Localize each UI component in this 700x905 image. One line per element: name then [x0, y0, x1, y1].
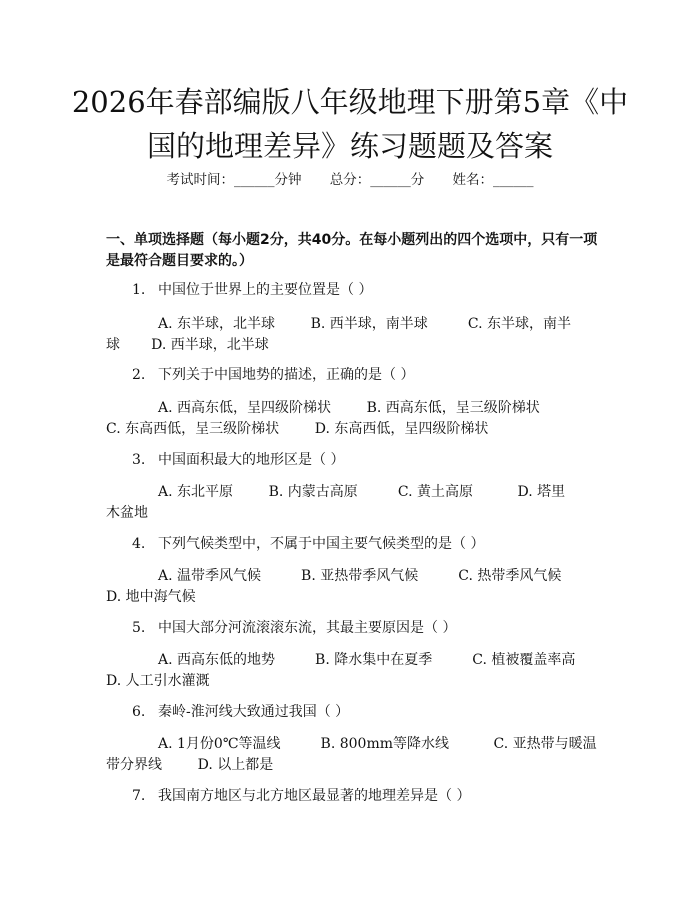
question-number: 3. — [132, 452, 146, 468]
question-text: 中国大部分河流滚滚东流，其最主要原因是（ ） — [158, 620, 457, 636]
question-text: 我国南方地区与北方地区最显著的地理差异是（ ） — [158, 788, 471, 804]
question-4 — [106, 534, 606, 554]
question-number: 7. — [132, 788, 146, 804]
options-line: A. 温带季风气候 B. 亚热带季风气候 C. 热带季风气候 — [158, 568, 562, 584]
total-score: 总分：______分 — [329, 172, 425, 188]
exam-meta — [0, 168, 700, 188]
options-line: A. 东半球，北半球 B. 西半球，南半球 C. 东半球，南半 — [158, 316, 571, 332]
question-text: 中国面积最大的地形区是（ ） — [158, 452, 345, 468]
question-2-options — [106, 398, 592, 440]
student-name: 姓名：______ — [452, 172, 534, 188]
question-number: 2. — [132, 367, 146, 383]
question-number: 6. — [132, 704, 146, 720]
question-6-options — [106, 734, 597, 776]
question-number: 4. — [132, 536, 146, 552]
exam-time: 考试时间：______分钟 — [166, 172, 302, 188]
options-line: A. 1月份0℃等温线 B. 800mm等降水线 C. 亚热带与暖温 — [158, 736, 597, 752]
question-3-options — [106, 482, 592, 524]
question-text: 下列气候类型中，不属于中国主要气候类型的是（ ） — [158, 536, 485, 552]
options-line: 木盆地 — [106, 505, 148, 521]
options-line: 带分界线 D. 以上都是 — [106, 757, 274, 773]
question-number: 5. — [132, 620, 146, 636]
question-6 — [106, 702, 606, 722]
options-line: D. 地中海气候 — [106, 589, 196, 605]
question-2 — [106, 365, 606, 385]
options-line: A. 东北平原 B. 内蒙古高原 C. 黄土高原 D. 塔里 — [158, 484, 566, 500]
section-heading: 一、单项选择题（每小题2分，共40分。在每小题列出的四个选项中，只有一项是最符合题目要求的。） — [106, 232, 598, 269]
question-3 — [106, 450, 606, 470]
question-5-options — [106, 650, 592, 692]
question-1 — [106, 280, 606, 300]
question-text: 下列关于中国地势的描述，正确的是（ ） — [158, 367, 415, 383]
question-text: 中国位于世界上的主要位置是（ ） — [158, 282, 373, 298]
page-title: 2026年春部编版八年级地理下册第5章《中国的地理差异》练习题题及答案 — [71, 85, 629, 163]
options-line: A. 西高东低，呈四级阶梯状 B. 西高东低，呈三级阶梯状 — [158, 400, 540, 416]
question-5 — [106, 618, 606, 638]
question-number: 1. — [132, 282, 146, 298]
options-line: C. 东高西低，呈三级阶梯状 D. 东高西低，呈四级阶梯状 — [106, 421, 489, 437]
options-line: 球 D. 西半球，北半球 — [106, 337, 269, 353]
question-4-options — [106, 566, 592, 608]
options-line: D. 人工引水灌溉 — [106, 673, 210, 689]
options-line: A. 西高东低的地势 B. 降水集中在夏季 C. 植被覆盖率高 — [158, 652, 576, 668]
question-7 — [106, 786, 606, 806]
question-text: 秦岭-淮河线大致通过我国（ ） — [158, 704, 350, 720]
question-1-options — [106, 314, 592, 356]
